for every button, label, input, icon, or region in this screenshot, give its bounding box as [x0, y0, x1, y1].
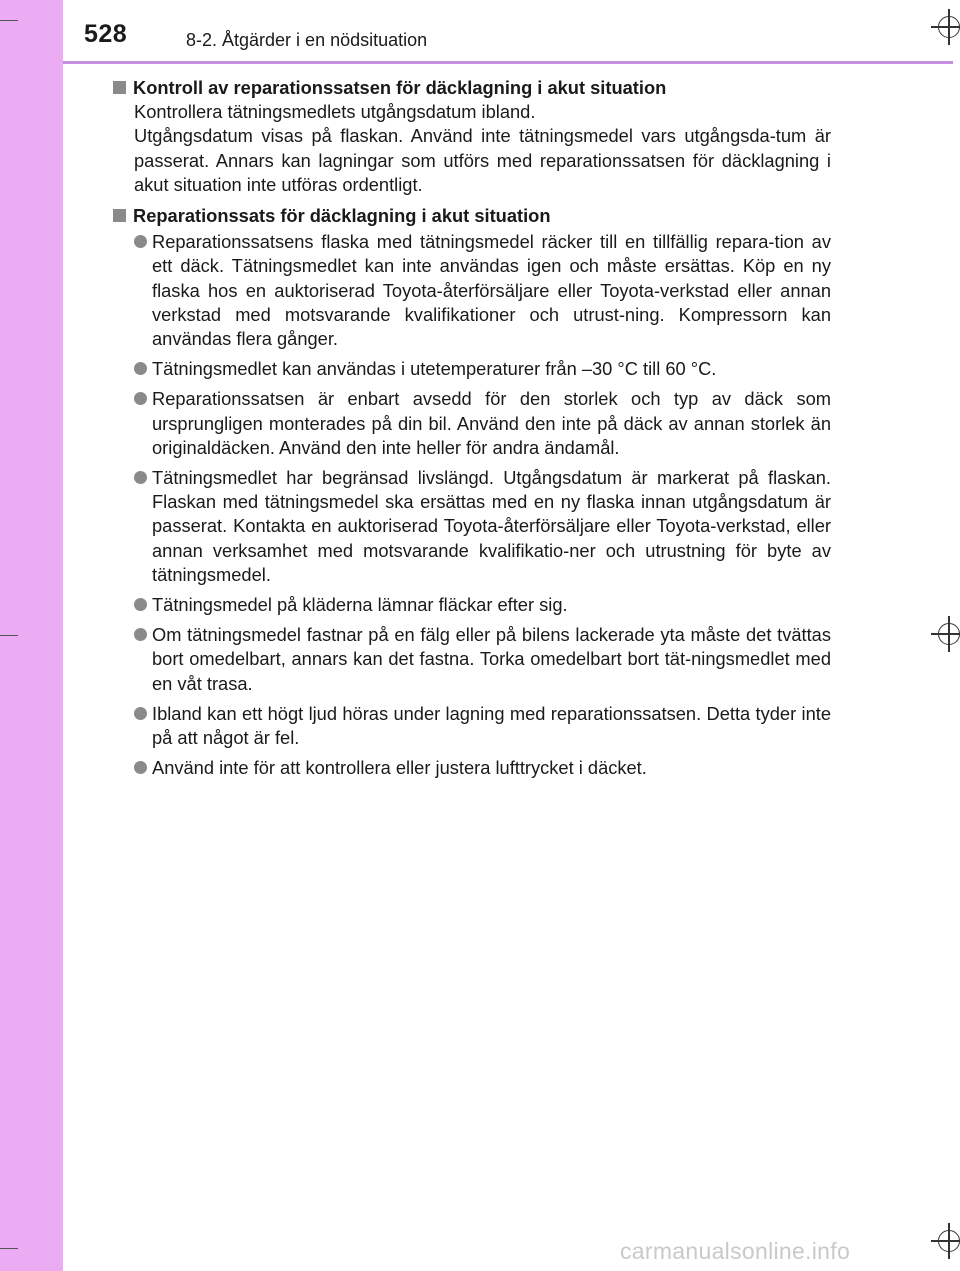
list-item: Tätningsmedel på kläderna lämnar fläckar efter sig.: [134, 593, 831, 617]
crop-mark: [0, 1248, 18, 1249]
crop-mark: [0, 635, 18, 636]
circle-bullet-icon: [134, 707, 147, 720]
watermark: carmanualsonline.info: [620, 1238, 851, 1264]
crop-mark: [0, 20, 18, 21]
page-content: [113, 76, 831, 787]
section-heading: [113, 204, 831, 228]
page-number: 528: [84, 20, 128, 48]
list-item: Reparationssatsen är enbart avsedd för den storlek och typ av däck som ursprungligen monterades på din bil. Använd den inte på däck av annan storlek än originaldäcken. Använd den inte heller för andra ändamål.: [134, 387, 831, 460]
circle-bullet-icon: [134, 362, 147, 375]
list-item: Reparationssatsens flaska med tätningsmedel räcker till en tillfällig repara-tion av ett däck. Tätningsmedlet kan inte användas igen och måste ersättas. Köp en ny flaska hos en auktoriserad Toyota-återförsäljare eller Toyota-verkstad eller annan verkstad med motsvarande kvalifikationer och utrust-ning. Kompressorn kan användas flera gånger.: [134, 230, 831, 351]
registration-mark-icon: [938, 623, 960, 645]
list-item: Använd inte för att kontrollera eller justera lufttrycket i däcket.: [134, 756, 831, 780]
registration-mark-icon: [938, 1230, 960, 1252]
square-bullet-icon: [113, 209, 126, 222]
header-rule: [63, 61, 953, 64]
section-title: 8-2. Åtgärder i en nödsituation: [186, 30, 428, 50]
circle-bullet-icon: [134, 598, 147, 611]
section-repair-kit: [113, 204, 831, 780]
section-kit-check: [113, 76, 831, 197]
circle-bullet-icon: [134, 392, 147, 405]
paragraph: Utgångsdatum visas på flaskan. Använd inte tätningsmedel vars utgångsda-tum är passerat. Annars kan lagningar som utförs med reparationssatsen för däcklagning i akut situation inte utföras ordentligt.: [134, 125, 831, 195]
heading-text: Kontroll av reparationssatsen för däcklagning i akut situation: [133, 77, 667, 98]
section-heading: [113, 76, 831, 100]
square-bullet-icon: [113, 81, 126, 94]
bullet-list: [113, 230, 831, 780]
circle-bullet-icon: [134, 235, 147, 248]
list-item: Tätningsmedlet kan användas i utetemperaturer från –30 °C till 60 °C.: [134, 357, 831, 381]
circle-bullet-icon: [134, 471, 147, 484]
list-item: Om tätningsmedel fastnar på en fälg eller på bilens lackerade yta måste det tvättas bort omedelbart, annars kan det fastna. Torka omedelbart bort tät-ningsmedlet med en våt trasa.: [134, 623, 831, 696]
circle-bullet-icon: [134, 628, 147, 641]
registration-mark-icon: [938, 16, 960, 38]
heading-text: Reparationssats för däcklagning i akut situation: [133, 205, 551, 227]
list-item: Ibland kan ett högt ljud höras under lagning med reparationssatsen. Detta tyder inte på att något är fel.: [134, 702, 831, 750]
paragraph: Kontrollera tätningsmedlets utgångsdatum ibland.: [134, 101, 536, 123]
list-item: Tätningsmedlet har begränsad livslängd. Utgångsdatum är markerat på flaskan. Flaskan med tätningsmedel ska ersättas med en ny flaska innan utgångsdatum är passerat. Kontakta en auktoriserad Toyota-återförsäljare eller Toyota-verkstad, eller annan verksamhet med motsvarande kvalifikatio-ner och utrustning för byte av tätningsmedel.: [134, 466, 831, 587]
circle-bullet-icon: [134, 761, 147, 774]
